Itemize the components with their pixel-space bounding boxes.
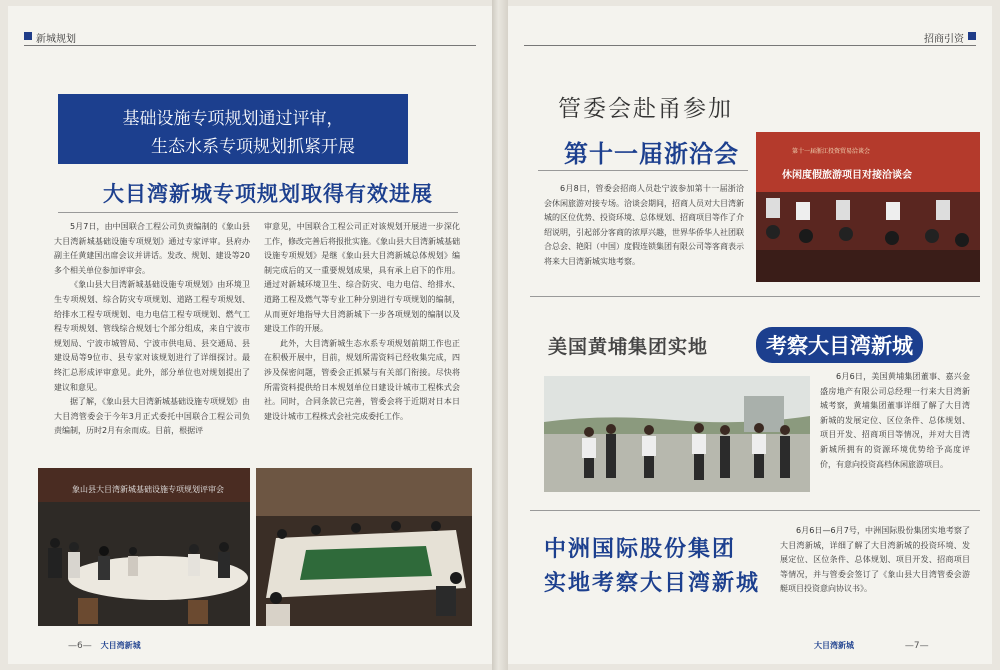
conference-photo: [756, 132, 980, 282]
paragraph: 6月6日—6月7号，中洲国际股份集团实地考察了大目湾新城，详细了解了大目湾新城的投资环境、发展定位、区位条件、总体规划、项目开发、招商项目等情况，并与管委会签订了《象山县大目湾管委会游艇项目投资意向协议书》。: [780, 526, 970, 594]
left-page: [8, 6, 492, 664]
subheadline-line-2: 生态水系专项规划抓紧开展: [151, 137, 355, 157]
magazine-logo: [814, 640, 854, 651]
meeting-photo-2: [256, 468, 472, 626]
article-3-headline-line-2: 实地考察大目湾新城: [544, 571, 761, 596]
right-footer: [808, 640, 929, 654]
section-divider: [530, 510, 980, 511]
left-header: [24, 28, 476, 46]
headline-rule: [58, 212, 458, 213]
article-headline: 大目湾新城专项规划取得有效进展: [103, 182, 433, 206]
page-gutter: [492, 0, 508, 670]
paragraph: 5月7日，由中国联合工程公司负责编制的《象山县大目湾新城基础设施专项规划》通过专家评审。县府办副主任黄建国出席会议并讲话。发改、规划、建设等20多个相关单位参加评审会。: [54, 222, 250, 275]
paragraph: 6月6日，美国黄埔集团董事、嘉兴金盛房地产有限公司总经理一行来大目湾新城考察，黄埔集团董事详细了解了大目湾新城的发展定位、区位条件、总体规划、项目开发、招商项目等情况，并对大目湾新城所拥有的资源环境优势给予高度评价，有意向投资高档休闲旅游项目。: [820, 372, 970, 469]
subheadline-line-1: 基础设施专项规划通过评审，: [122, 109, 344, 129]
article-1-body: [544, 182, 744, 270]
section-title: 招商引资: [924, 34, 964, 45]
paragraph: 《象山县大目湾新城基础设施专项规划》由环境卫生专项规划、综合防灾专项规划、道路工程专项规划、给排水工程专项规划、电力电信工程专项规划、燃气工程专项规划、管线综合规划七个部分组成，来自宁波市规划局、宁波市城管局、宁波市供电局、县交通局、县建设局等9位市、县专家对该规划进行了详细探讨。最终汇总形成评审意见。此外，部分单位也对规划提出了建议和意见。: [54, 280, 250, 392]
section-divider: [530, 296, 980, 297]
photo-banner-line-1: 第十一届浙江投资贸易洽谈会: [792, 148, 871, 155]
logo-text: 大目湾新城: [814, 641, 854, 650]
logo-text: 大目湾新城: [100, 641, 141, 650]
right-header: [524, 28, 976, 46]
photo-banner-line-2: 休闲度假旅游项目对接洽谈会: [782, 170, 912, 181]
paragraph: 6月8日，管委会招商人员赴宁波参加第十一届浙洽会休闲旅游对接专场。洽谈会期间，招商人员对大目湾新城的区位优势、投资环境、总体规划、招商项目等作了介绍说明，引起部分客商的浓厚兴趣，世界华侨华人社团联合总会、艳阳（中国）度假连锁集团有限公司等客商表示将来大目湾新城实地考察。: [544, 184, 744, 266]
headline-rule: [538, 170, 748, 171]
article-2-headline-part-1: 美国黄埔集团实地: [548, 336, 709, 358]
header-square-icon: [968, 32, 976, 40]
meeting-photo-2-image: [256, 468, 472, 626]
left-footer: [68, 640, 141, 654]
magazine-logo: [101, 640, 141, 651]
article-2-headline-part-2: 考察大目湾新城: [756, 327, 923, 363]
meeting-photo-1: [38, 468, 250, 626]
header-square-icon: [24, 32, 32, 40]
article-column-2: [264, 220, 460, 424]
photo-banner-text: 象山县大目湾新城基础设施专项规划评审会: [72, 485, 224, 494]
right-page: [508, 6, 992, 664]
article-column-1: [54, 220, 250, 439]
paragraph: 此外，大目湾新城生态水系专项规划前期工作也正在积极开展中，目前，规划所需资料已经收集完成，四涉及保密问题，管委会正抓紧与有关部门衔接。尽快将所需资料提供给日本规划单位日建设计城市工程株式会社。同时，合同条款已完善，管委会将于近期对日本日建设计城市工程株式会社完成委托工作。: [264, 338, 460, 421]
page-number: —6—: [68, 641, 92, 651]
paragraph: 审意见，中国联合工程公司正对该规划开展进一步深化工作，修改完善后将报批实施。《象山县大目湾新城基础设施专项规划》是继《象山县大目湾新城总体规划》编制完成后的又一重要规划成果，具有承上启下的作用。通过对新城环境卫生、综合防灾、电力电信、给排水、道路工程及燃气等专业工种分别进行专项规划的编制，从而更好地指导大目湾新城下一步各项规划的编制以及建设工作的开展。: [264, 222, 460, 334]
section-title: 新城规划: [36, 34, 76, 45]
article-2-body: [820, 370, 970, 472]
paragraph: 据了解，《象山县大目湾新城基础设施专项规划》由大目湾管委会于今年3月正式委托中国联合工程公司负责编制，历时2月有余而成。目前，根据评: [54, 397, 250, 436]
article-1-headline-line-2: 第十一届浙洽会: [564, 139, 739, 168]
article-1-headline-line-1: 管委会赴甬参加: [558, 96, 733, 122]
article-3-body: [780, 524, 970, 597]
site-visit-photo-image: [544, 376, 810, 492]
site-visit-photo: [544, 376, 810, 492]
page-number: —7—: [904, 641, 929, 651]
article-3-headline-line-1: 中洲国际股份集团: [544, 537, 737, 562]
subheadline-box: [58, 94, 408, 164]
